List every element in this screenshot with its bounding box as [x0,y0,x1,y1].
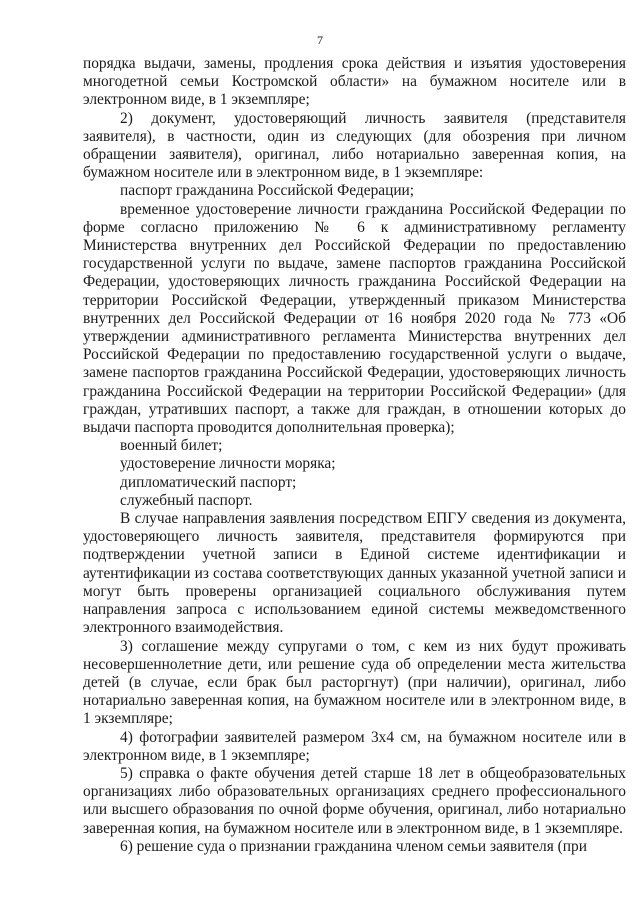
paragraph-passport: паспорт гражданина Российской Федерации; [120,182,415,200]
paragraph-temporary-id: временное удостоверение личности гражданина Российской Федерации по форме согласно приложению № 6 к административному регламенту Министерства внутренних дел Российской Федерации по предоставлению государственной услуги по выдаче, замене паспортов гражданина Российской Федерации, удостоверяющих личность гражданина Российской Федерации на территории Российской Федерации, утвержденный приказом Министерства внутренних дел Российской Федерации от 16 ноября 2020 года № 773 «Об утверждении административного регламента Министерства внутренних дел Российской Федерации по предоставлению государственной услуги о выдаче, замене паспортов гражданина Российской Федерации, удостоверяющих личность гражданина Российской Федерации на территории Российской Федерации» (для граждан, утративших паспорт, а также для граждан, в отношении которых до выдачи паспорта проводится дополнительная проверка); [83,200,626,437]
paragraph-item-5: 5) справка о факте обучения детей старше 18 лет в общеобразовательных организациях либо образовательных организациях среднего профессионального или высшего образования по очной форме обучения, оригинал, либо нотариально заверенная копия, на бумажном носителе или в электронном виде, в 1 экземпляре. [83,764,626,837]
paragraph-military-id: военный билет; [120,437,223,455]
paragraph-continuation: порядка выдачи, замены, продления срока действия и изъятия удостоверения многодетной семьи Костромской области» на бумажном носителе или в электронном виде, в 1 экземпляре; [83,55,626,109]
paragraph-item-4: 4) фотографии заявителей размером 3х4 см, на бумажном носителе или в электронном виде, в 1 экземпляре; [83,728,626,764]
page-number: 7 [317,33,323,47]
paragraph-item-6: 6) решение суда о признании гражданина членом семьи заявителя (при [120,837,587,855]
paragraph-seaman-id: удостоверение личности моряка; [120,455,336,473]
document-body [83,55,626,856]
paragraph-service-passport: служебный паспорт. [120,491,253,509]
paragraph-item-3: 3) соглашение между супругами о том, с кем из них будут проживать несовершеннолетние дети, или решение суда об определении места жительства детей (в случае, если брак был расторгнут) (при наличии), оригинал, либо нотариально заверенная копия, на бумажном носителе или в электронном виде, в 1 экземпляре; [83,637,626,728]
paragraph-item-2: 2) документ, удостоверяющий личность заявителя (представителя заявителя), в частности, один из следующих (для обозрения при личном обращении заявителя), оригинал, либо нотариально заверенная копия, на бумажном носителе или в электронном виде, в 1 экземпляре: [83,109,626,182]
paragraph-epgu: В случае направления заявления посредством ЕПГУ сведения из документа, удостоверяющего личность заявителя, представителя формируются при подтверждении учетной записи в Единой системе идентификации и аутентификации из состава соответствующих данных указанной учетной записи и могут быть проверены организацией социального обслуживания путем направления запроса с использованием единой системы межведомственного электронного взаимодействия. [83,510,626,637]
paragraph-diplomatic-passport: дипломатический паспорт; [120,473,297,491]
